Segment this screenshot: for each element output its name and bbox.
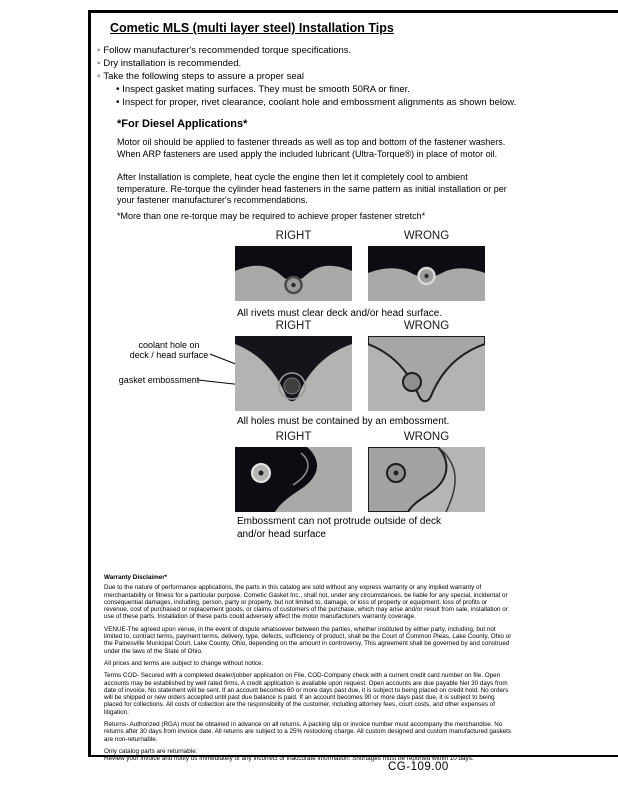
page-title: Cometic MLS (multi layer steel) Installation Tips bbox=[110, 21, 394, 35]
diesel-applications-heading: *For Diesel Applications* bbox=[117, 118, 248, 130]
figure1-right-image bbox=[235, 246, 352, 301]
figure2-right-label: RIGHT bbox=[275, 320, 312, 332]
warranty-paragraph-venue: VENUE-The agreed upon venue, in the event of dispute whatsoever between the parties, whether instituted by either party, including, but not limited to, contract terms, payment terms, delivery, type, defects, sufficiency of product, shall be the Court of Common Pleas, Lake County, Ohio or the Painesville Municipal Court, Lake County, Ohio, depending on the amount in controversy. This agreement shall be governed by and construed under the laws of the State of Ohio. bbox=[104, 625, 512, 655]
warranty-paragraph-catalog bbox=[104, 748, 512, 763]
annotation-coolant-hole-line1: coolant hole on bbox=[138, 340, 200, 350]
annotation-gasket-embossment: gasket embossment bbox=[118, 375, 200, 385]
annotation-coolant-hole-line2: deck / head surface bbox=[129, 350, 209, 361]
rivet-clear-diagram bbox=[235, 246, 352, 301]
figure2-caption: All holes must be contained by an embossment. bbox=[237, 416, 450, 427]
figure3-caption-line2: and/or head surface bbox=[237, 528, 326, 540]
figure3-caption-line1: Embossment can not protrude outside of deck bbox=[237, 516, 442, 527]
hole-contained-diagram bbox=[235, 336, 352, 411]
figure2-right-image bbox=[235, 336, 352, 411]
figure2-wrong-image bbox=[368, 336, 485, 411]
figure1-caption: All rivets must clear deck and/or head surface. bbox=[237, 308, 443, 319]
figure1-wrong-label: WRONG bbox=[403, 230, 450, 242]
figure2-wrong-label: WRONG bbox=[403, 320, 450, 332]
rivet-interference-diagram bbox=[368, 246, 485, 301]
retorque-note: *More than one re-torque may be required to achieve proper fastener stretch* bbox=[117, 211, 426, 221]
warranty-paragraph-terms: Terms COD- Secured with a completed dealer/jobber application on File, COD-Company check with a current credit card number on file. Open accounts may be established by well rated firms. A credit application is available upon request. Open accounts are due payable Net 30 days from date of invoice. No statement will be sent. If an account becomes 60 or more days past due, it is subject to being placed on credit hold. No orders will be shipped or new orders accepted until past due balance is paid. If an account becomes 90 or more days past due, it is subject to being placed for collections. All costs of collection are the responsibility of the customer, including attorney fees, court costs, and other expenses of litigation. bbox=[104, 672, 509, 716]
warranty-paragraph-prices: All prices and terms are subject to change without notice. bbox=[104, 659, 264, 667]
warranty-heading: Warranty Disclaimer* bbox=[104, 574, 168, 581]
diesel-paragraph-oil: Motor oil should be applied to fastener threads as well as top and bottom of the fastener washers. When ARP fasteners are used apply the included lubricant (Ultra-Torque®) in place of motor oil. bbox=[117, 137, 506, 159]
warranty-catalog-line2: Review your invoice and notify us immediately of any incorrect or inaccurate information. Shortages must be reported within 10 days. bbox=[104, 755, 474, 763]
diesel-paragraph-heat-cycle: After Installation is complete, heat cycle the engine then let it completely cool to ambient temperature. Re-torque the cylinder head fasteners in the same pattern as initial installation or per your fastener manufacturer's recommendations. bbox=[117, 172, 507, 206]
embossment-inside-deck-diagram bbox=[235, 447, 352, 512]
hole-outside-embossment-diagram bbox=[368, 336, 485, 411]
bullet-dry-installation: ◦ Dry installation is recommended. bbox=[97, 58, 241, 69]
figure3-wrong-label: WRONG bbox=[403, 431, 450, 443]
warranty-paragraph-returns: Returns- Authorized (RGA) must be obtained in advance on all returns. A packing slip or invoice number must accompany the merchandise. No returns after 30 days from invoice date. All returns are subject to a 25% restocking charge. All custom designed and custom manufactured gaskets are non-returnable. bbox=[104, 721, 512, 743]
embossment-protruding-diagram bbox=[368, 447, 485, 512]
bullet-torque-specs: ◦ Follow manufacturer's recommended torque specifications. bbox=[97, 45, 351, 56]
warranty-section bbox=[104, 574, 512, 763]
figure1-wrong-image bbox=[368, 246, 485, 301]
page-code: CG-109.00 bbox=[388, 761, 449, 773]
figure3-right-label: RIGHT bbox=[275, 431, 312, 443]
figure1-right-label: RIGHT bbox=[275, 230, 312, 242]
bullet-proper-seal: ◦ Take the following steps to assure a proper seal bbox=[97, 71, 304, 82]
sub-bullet-mating-surfaces: • Inspect gasket mating surfaces. They must be smooth 50RA or finer. bbox=[116, 84, 410, 95]
figure3-wrong-image bbox=[368, 447, 485, 512]
warranty-catalog-line1: Only catalog parts are returnable. bbox=[104, 747, 198, 755]
sub-bullet-alignments: • Inspect for proper, rivet clearance, coolant hole and embossment alignments as shown below. bbox=[116, 97, 516, 108]
figure3-right-image bbox=[235, 447, 352, 512]
figure3-caption bbox=[237, 516, 497, 541]
warranty-paragraph-liability: Due to the nature of performance applications, the parts in this catalog are sold without any express warranty or any implied warranty of merchantability or fitness for a particular purpose. Cometic Gasket Inc., shall not, under any circumstances, be liable for any special, incidental or consequential damages, including, person, party or property, but not limited to, damage, or loss of property or equipment, loss of profits or revenue, cost of purchased or replacement goods, or claims of customers of the purchase, which may arise and/or result from sale, installation or use of these parts. Installation of these parts could adversely affect the motor manufacturers warranty coverage. bbox=[104, 584, 508, 621]
